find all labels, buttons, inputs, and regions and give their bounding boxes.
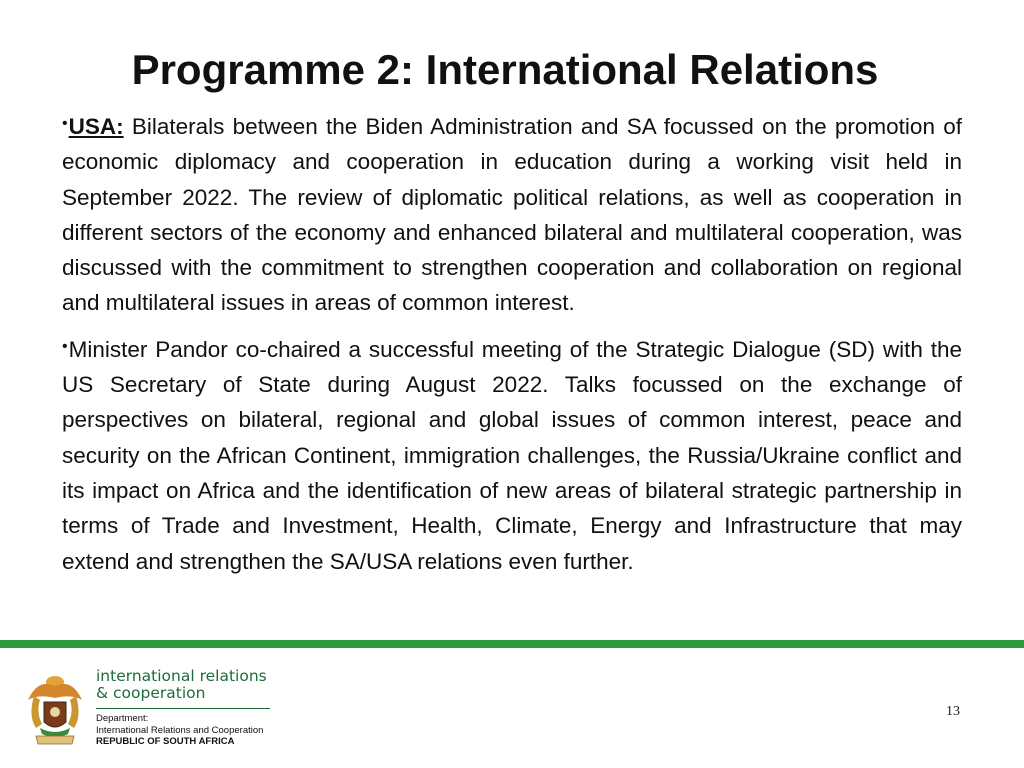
bullet-dot: • [62,337,68,355]
brand-line-2: & cooperation [96,684,206,702]
dept-name: International Relations and Cooperation [96,724,264,736]
footer-divider [0,640,1024,648]
slide-title: Programme 2: International Relations [131,46,879,93]
bullet-dot: • [62,115,68,132]
bullet-lead-usa: USA: [68,114,124,139]
bullet-text-strategic-dialogue: Minister Pandor co-chaired a successful meeting of the Strategic Dialogue (SD) with the US Secretary of State during August 2022. Talks focussed on the exchange of perspectives on bilateral, regional and global issues of common interest, peace and security on the African Continent, immigration challenges, the Russia/Ukraine conflict and its impact on Africa and the identification of new areas of bilateral strategic partnership in terms of Trade and Investment, Health, Climate, Energy and Infrastructure that may extend and strengthen the SA/USA relations even further. [62,336,962,574]
dept-label: Department: [96,713,149,724]
bullet-text-usa: Bilaterals between the Biden Administration and SA focussed on the promotion of economic diplomacy and cooperation in education during a working visit held in September 2022. The review of diplomatic political relations, as well as cooperation in different sectors of the economy and enhanced bilateral and multilateral cooperation, was discussed with the commitment to strengthen cooperation and collaboration on regional and multilateral issues in areas of common interest. [62,114,962,316]
brand-block [96,668,284,748]
brand-rule [96,708,270,709]
slide-body [62,106,962,587]
coat-of-arms-icon [24,670,86,750]
brand-line-1: international relations [96,667,267,685]
bullet-strategic-dialogue [62,329,962,579]
department-logo [24,668,284,752]
page-number: 13 [946,704,960,719]
country-name: REPUBLIC OF SOUTH AFRICA [96,736,235,747]
bullet-usa [62,106,962,321]
